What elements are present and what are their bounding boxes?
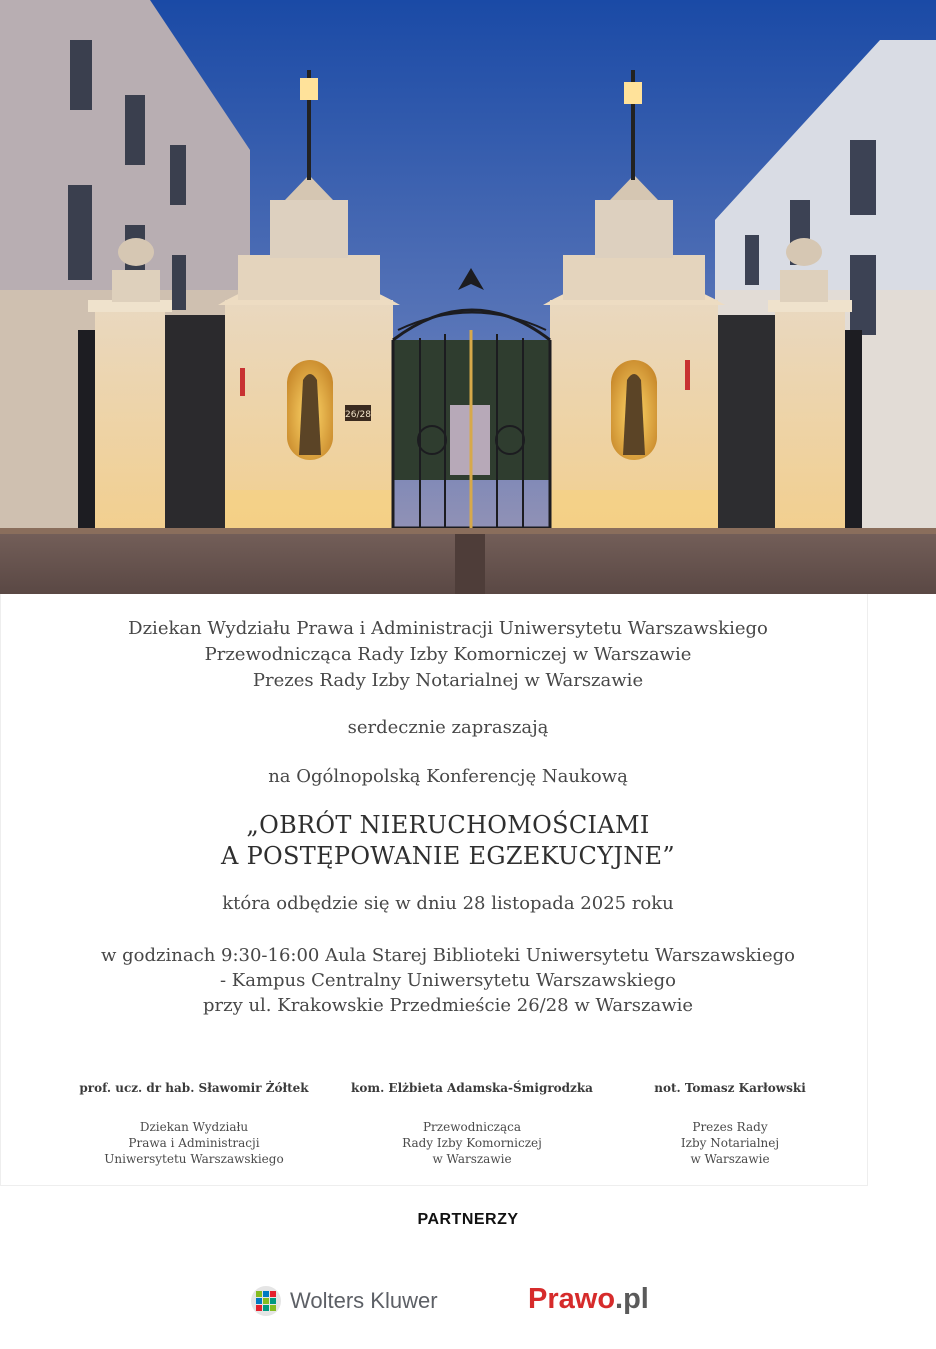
- plaque-number: 26/28: [345, 410, 371, 420]
- host-line: Przewodnicząca Rady Izby Komorniczej w Warszawie: [204, 644, 692, 665]
- venue-line: przy ul. Krakowskie Przedmieście 26/28 w Warszawie: [202, 995, 694, 1016]
- signatory-role: Prezes Rady: [692, 1120, 768, 1134]
- title-line: A POSTĘPOWANIE EGZEKUCYJNE”: [221, 842, 675, 870]
- hero-photo: [0, 0, 936, 594]
- signatory-role: w Warszawie: [690, 1152, 770, 1166]
- conference-intro: na Ogólnopolską Konferencję Naukową: [268, 766, 628, 787]
- signatory-name: prof. ucz. dr hab. Sławomir Żółtek: [79, 1081, 309, 1095]
- host-line: Dziekan Wydziału Prawa i Administracji Uniwersytetu Warszawskiego: [128, 618, 768, 639]
- signatory-role: Uniwersytetu Warszawskiego: [104, 1152, 284, 1166]
- signatory-notary-president: [590, 1081, 870, 1167]
- university-gate-illustration: [0, 0, 936, 594]
- signatory-role: Rady Izby Komorniczej: [402, 1136, 542, 1150]
- title-line: „OBRÓT NIERUCHOMOŚCIAMI: [246, 811, 650, 839]
- signatory-name: kom. Elżbieta Adamska-Śmigrodzka: [351, 1081, 593, 1095]
- signatory-role: Przewodnicząca: [422, 1120, 522, 1134]
- host-line: Prezes Rady Izby Notarialnej w Warszawie: [252, 670, 644, 691]
- wolters-kluwer-logo[interactable]: [250, 1284, 438, 1318]
- prawo-text: Prawo: [528, 1283, 616, 1315]
- signatory-name: not. Tomasz Karłowski: [654, 1081, 806, 1095]
- prawo-pl-logo[interactable]: [528, 1283, 649, 1316]
- invite-text: serdecznie zapraszają: [347, 717, 549, 738]
- wolters-kluwer-logo-icon: [250, 1285, 282, 1317]
- signatory-role: Dziekan Wydziału: [139, 1120, 249, 1134]
- signatory-role: Prawa i Administracji: [128, 1136, 260, 1150]
- hosts-block: [0, 616, 896, 694]
- signatory-role: w Warszawie: [432, 1152, 512, 1166]
- signatory-role: Izby Notarialnej: [680, 1136, 780, 1150]
- signatory-dean: [54, 1081, 334, 1167]
- pl-text: .pl: [615, 1283, 649, 1315]
- signatory-bailiff-chair: [332, 1081, 612, 1167]
- venue-line: w godzinach 9:30-16:00 Aula Starej Biblioteki Uniwersytetu Warszawskiego: [101, 945, 795, 966]
- venue-block: [0, 943, 896, 1018]
- venue-line: - Kampus Centralny Uniwersytetu Warszawskiego: [219, 970, 677, 991]
- partners-heading: PARTNERZY: [417, 1211, 519, 1228]
- conference-title: [0, 810, 896, 872]
- event-date: która odbędzie się w dniu 28 listopada 2025 roku: [222, 893, 674, 914]
- wolters-kluwer-text: Wolters Kluwer: [290, 1288, 438, 1313]
